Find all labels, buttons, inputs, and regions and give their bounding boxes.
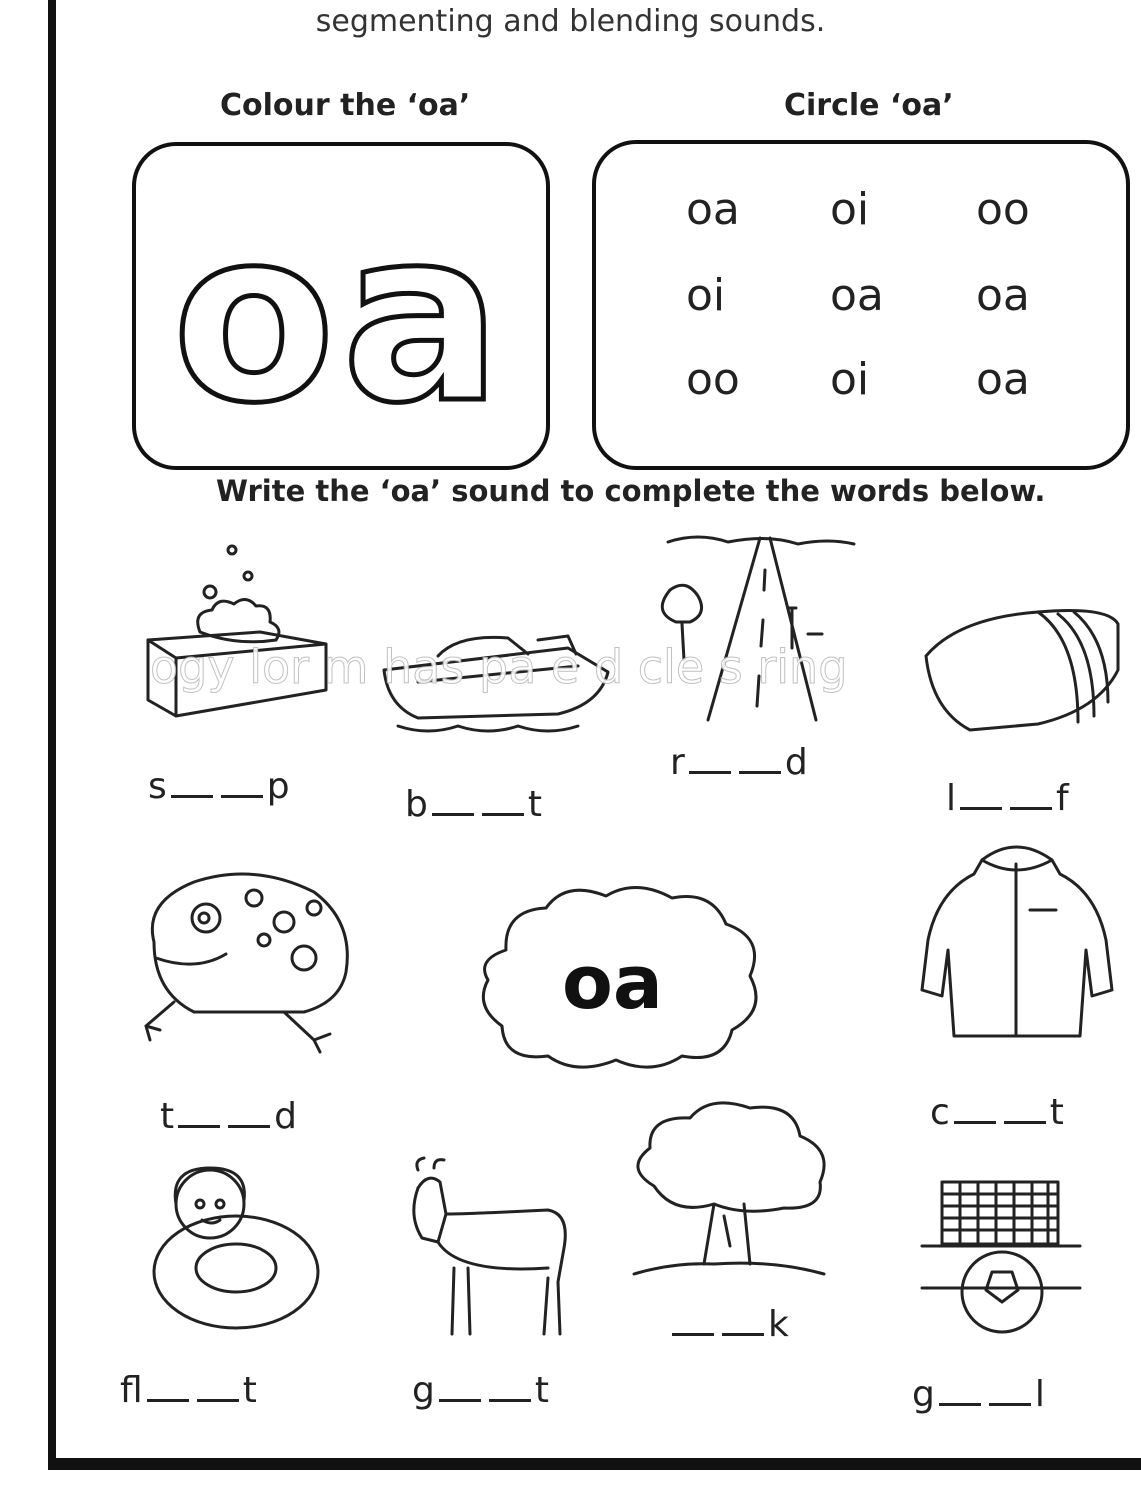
word-blank-coat[interactable]: c t [930, 1092, 1064, 1133]
circle-grid-cell[interactable]: oa [976, 270, 1030, 321]
circle-grid-cell[interactable]: oa [976, 354, 1030, 405]
toad-icon [134, 862, 356, 1054]
circle-grid-cell[interactable]: oi [830, 184, 870, 235]
word-blank-float[interactable]: fl t [120, 1370, 257, 1411]
word-blank-boat[interactable]: b t [405, 784, 542, 825]
circle-grid-cell[interactable]: oo [686, 354, 740, 405]
word-blank-oak[interactable]: k [668, 1304, 789, 1345]
football-goal-icon [920, 1176, 1084, 1340]
cloud-oa-text: oa [562, 940, 663, 1026]
watermark-text: ogy lor m has pa e d cle s ring [150, 640, 848, 694]
word-blank-soap[interactable]: s p [148, 766, 290, 807]
circle-grid-cell[interactable]: oo [976, 184, 1030, 235]
word-blank-toad[interactable]: t d [160, 1096, 297, 1137]
colour-oa-letters: oa [171, 179, 509, 456]
goat-icon [398, 1158, 574, 1338]
float-icon [136, 1160, 326, 1336]
intro-text: segmenting and blending sounds. [315, 4, 826, 39]
word-blank-road[interactable]: r d [670, 742, 808, 783]
oak-tree-icon [624, 1096, 830, 1282]
sheet-border-left [48, 0, 56, 1470]
write-heading: Write the ‘oa’ sound to complete the words below. [216, 474, 1046, 508]
word-blank-goal[interactable]: g l [912, 1374, 1045, 1415]
word-blank-goat[interactable]: g t [412, 1370, 549, 1411]
colour-heading: Colour the ‘oa’ [220, 88, 471, 123]
circle-heading: Circle ‘oa’ [784, 88, 954, 123]
circle-grid-cell[interactable]: oi [830, 354, 870, 405]
circle-grid-cell[interactable]: oi [686, 270, 726, 321]
word-blank-loaf[interactable]: l f [946, 778, 1069, 819]
sheet-border-bottom [48, 1458, 1141, 1470]
circle-grid-cell[interactable]: oa [686, 184, 740, 235]
coat-icon [920, 840, 1114, 1040]
circle-grid-cell[interactable]: oa [830, 270, 884, 321]
